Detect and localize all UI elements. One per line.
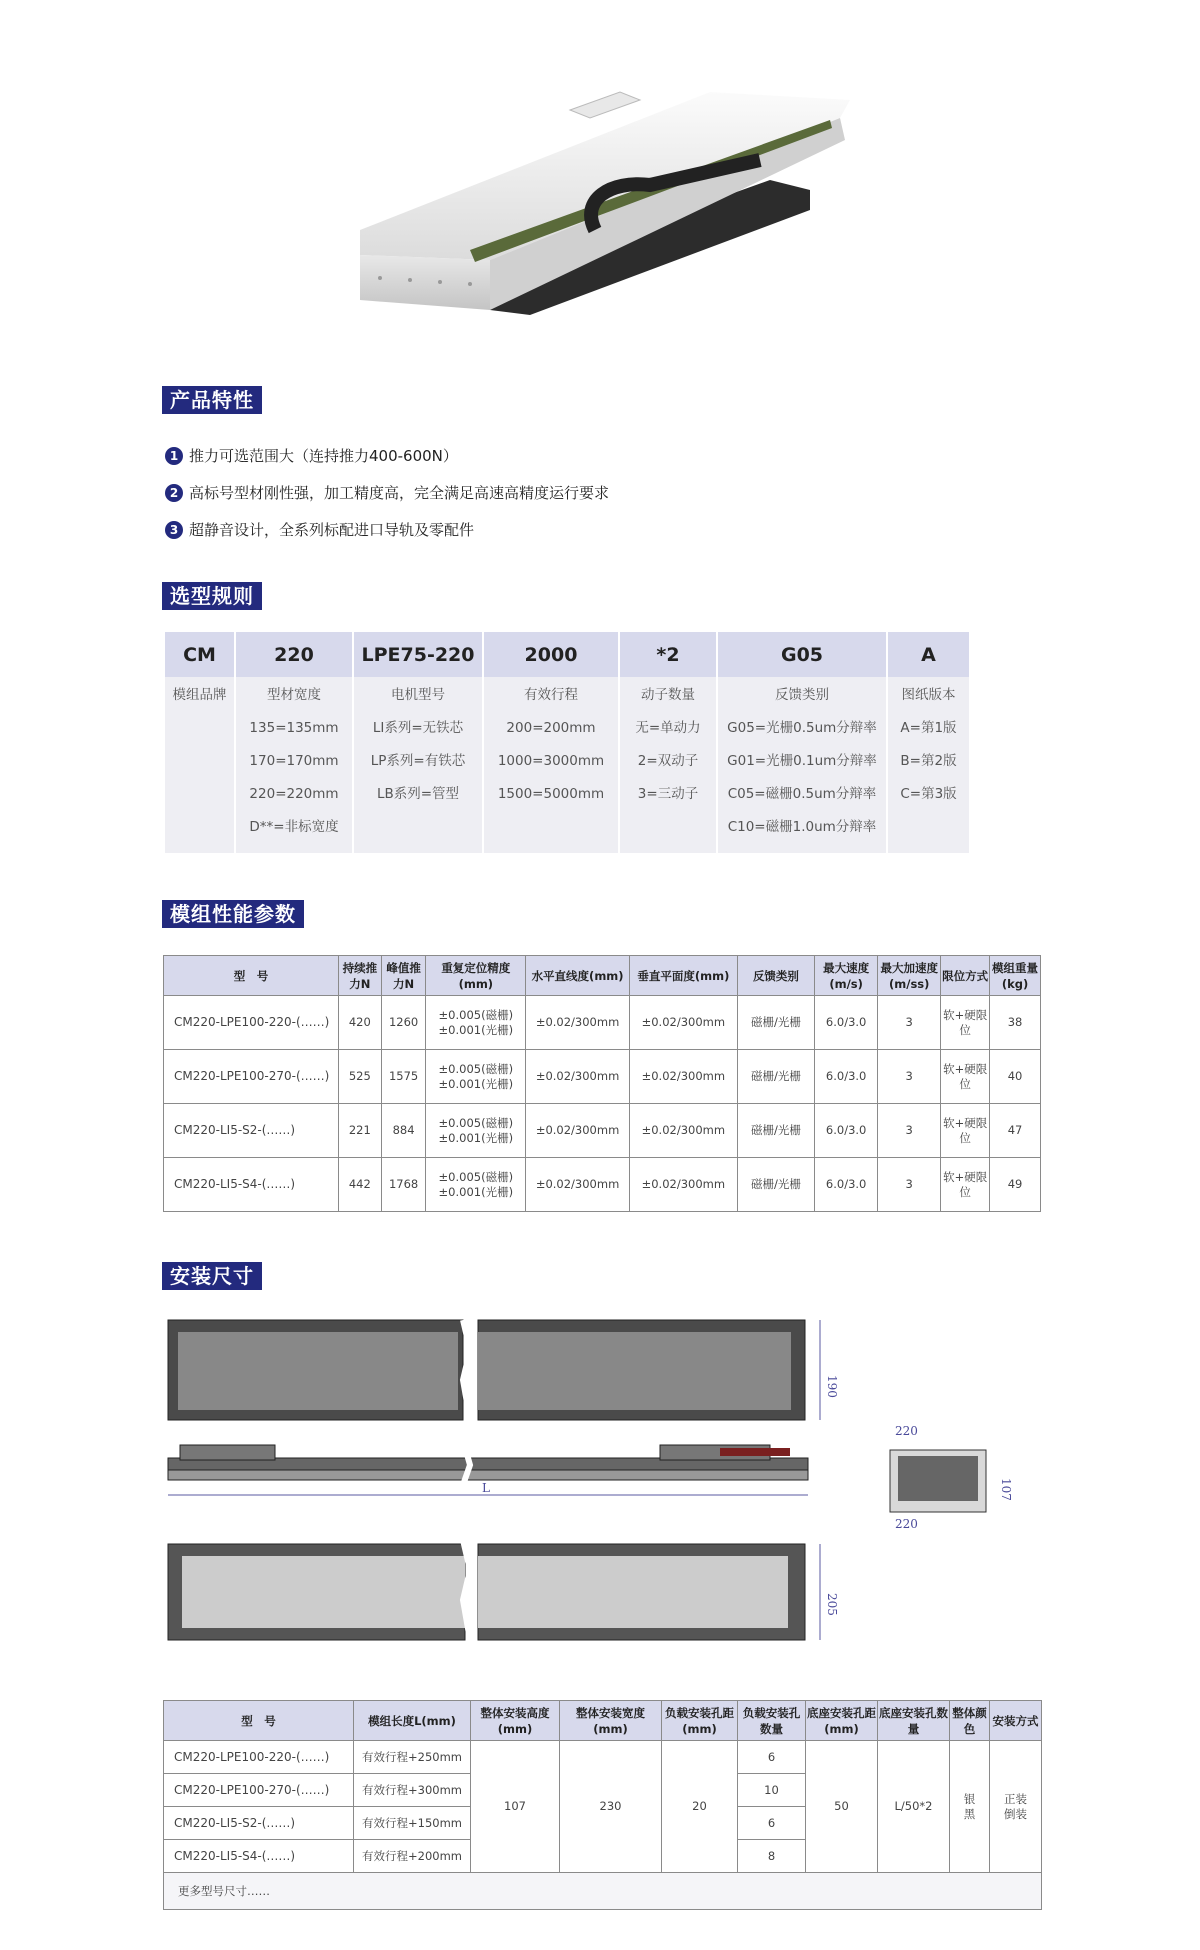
cell-mount: 正装倒装 — [990, 1741, 1042, 1873]
cell: 3 — [878, 1104, 941, 1158]
col-header: 持续推力N — [338, 956, 381, 996]
feature-text: 推力可选范围大（连持推力400-600N） — [189, 447, 458, 465]
table-row — [164, 996, 1041, 1050]
table-row — [164, 1741, 1042, 1774]
cell-base-holes: L/50*2 — [878, 1741, 950, 1873]
selection-option: LP系列=有铁芯 — [370, 753, 466, 769]
side-view — [168, 1440, 808, 1495]
cell: 442 — [338, 1158, 381, 1212]
feature-number-badge: 2 — [165, 484, 183, 502]
cell-height: 107 — [471, 1741, 560, 1873]
cell: 软+硬限位 — [941, 1158, 990, 1212]
cell: 磁栅/光栅 — [737, 1104, 814, 1158]
selection-column — [165, 632, 234, 853]
selection-code: LPE75-220 — [354, 632, 482, 677]
more-models-note: 更多型号尺寸…… — [164, 1873, 1042, 1910]
col-header: 反馈类别 — [737, 956, 814, 996]
cell-width: 230 — [560, 1741, 662, 1873]
selection-desc: 模组品牌 — [172, 687, 227, 703]
dim-190-label: 190 — [825, 1375, 839, 1398]
selection-option: G01=光栅0.1um分辩率 — [727, 753, 877, 769]
cell-model: CM220-LPE100-220-(……) — [164, 1741, 354, 1774]
cell-model: CM220-LPE100-270-(……) — [164, 1774, 354, 1807]
selection-option: 无=单动力 — [635, 720, 701, 736]
feature-item — [165, 511, 609, 548]
cell: 6.0/3.0 — [815, 996, 878, 1050]
selection-code: CM — [165, 632, 234, 677]
cell: 1575 — [381, 1050, 426, 1104]
cell: 软+硬限位 — [941, 1050, 990, 1104]
selection-column — [718, 632, 886, 853]
dim-220-bottom-label: 220 — [895, 1517, 918, 1531]
params-title: 模组性能参数 — [162, 900, 304, 928]
cell-model: CM220-LI5-S2-(……) — [164, 1104, 339, 1158]
selection-desc: 图纸版本 — [901, 687, 956, 703]
bottom-view — [168, 1540, 839, 1640]
feature-number-badge: 3 — [165, 521, 183, 539]
selection-option: 170=170mm — [249, 753, 339, 769]
table-row — [164, 1104, 1041, 1158]
selection-option: 135=135mm — [249, 720, 339, 736]
cell: ±0.02/300mm — [629, 1158, 737, 1212]
cell-model: CM220-LI5-S4-(……) — [164, 1840, 354, 1873]
selection-option: 3=三动子 — [637, 786, 699, 802]
dim-205-label: 205 — [825, 1593, 839, 1616]
cell: 3 — [878, 996, 941, 1050]
cell: 884 — [381, 1104, 426, 1158]
selection-rules-table — [165, 632, 969, 853]
cell: 3 — [878, 1158, 941, 1212]
col-header: 水平直线度(mm) — [526, 956, 630, 996]
cell: 1260 — [381, 996, 426, 1050]
col-header: 最大加速度(m/ss) — [878, 956, 941, 996]
selection-desc: 有效行程 — [524, 687, 578, 703]
selection-option: 1000=3000mm — [497, 753, 605, 769]
cell-model: CM220-LI5-S2-(……) — [164, 1807, 354, 1840]
selection-option: G05=光栅0.5um分辩率 — [727, 720, 877, 736]
cell: 磁栅/光栅 — [737, 996, 814, 1050]
selection-option: LB系列=管型 — [376, 786, 460, 802]
selection-option: C10=磁栅1.0um分辩率 — [727, 819, 877, 835]
cell: 3 — [878, 1050, 941, 1104]
selection-option: 1500=5000mm — [497, 786, 605, 802]
cell: 420 — [338, 996, 381, 1050]
cell: ±0.02/300mm — [629, 1050, 737, 1104]
top-view — [168, 1320, 839, 1420]
cell: 38 — [990, 996, 1041, 1050]
table-row — [164, 1050, 1041, 1104]
cell: 1768 — [381, 1158, 426, 1212]
col-header: 重复定位精度(mm) — [426, 956, 526, 996]
selection-column — [354, 632, 482, 853]
col-header: 底座安装孔数量 — [878, 1701, 950, 1741]
col-header: 负载安装孔数量 — [738, 1701, 806, 1741]
selection-desc: 反馈类别 — [775, 687, 829, 703]
cell: ±0.02/300mm — [526, 1050, 630, 1104]
install-title: 安装尺寸 — [162, 1262, 262, 1290]
dim-220-top-label: 220 — [895, 1424, 918, 1438]
cell-model: CM220-LPE100-270-(……) — [164, 1050, 339, 1104]
install-table — [163, 1700, 1042, 1910]
cell: 磁栅/光栅 — [737, 1050, 814, 1104]
col-header: 型 号 — [164, 956, 339, 996]
feature-item — [165, 437, 609, 474]
selection-code: A — [888, 632, 969, 677]
col-header: 整体安装宽度(mm) — [560, 1701, 662, 1741]
feature-number-badge: 1 — [165, 447, 183, 465]
cell-precision: ±0.005(磁栅) ±0.001(光栅) — [426, 1050, 526, 1104]
selection-option: B=第2版 — [900, 753, 957, 769]
selection-code: 2000 — [484, 632, 618, 677]
col-header: 限位方式 — [941, 956, 990, 996]
table-header-row — [164, 956, 1041, 996]
cell: 47 — [990, 1104, 1041, 1158]
cell: ±0.02/300mm — [629, 1104, 737, 1158]
product-image — [340, 70, 860, 360]
cell-model: CM220-LI5-S4-(……) — [164, 1158, 339, 1212]
selection-option: D**=非标宽度 — [249, 819, 339, 835]
selection-desc: 型材宽度 — [267, 687, 321, 703]
selection-column — [888, 632, 969, 853]
cell: 有效行程+150mm — [354, 1807, 471, 1840]
cell-precision: ±0.005(磁栅) ±0.001(光栅) — [426, 1104, 526, 1158]
feature-text: 超静音设计，全系列标配进口导轨及零配件 — [189, 521, 475, 539]
selection-desc: 动子数量 — [641, 687, 695, 703]
cell: ±0.02/300mm — [526, 1158, 630, 1212]
selection-desc: 电机型号 — [391, 687, 445, 703]
col-header: 底座安装孔距(mm) — [806, 1701, 878, 1741]
selection-column — [484, 632, 618, 853]
cell-model: CM220-LPE100-220-(……) — [164, 996, 339, 1050]
cell: 有效行程+250mm — [354, 1741, 471, 1774]
cell: ±0.02/300mm — [629, 996, 737, 1050]
dim-L-label: L — [482, 1481, 490, 1495]
cell: 221 — [338, 1104, 381, 1158]
feature-text: 高标号型材刚性强，加工精度高，完全满足高速高精度运行要求 — [189, 484, 610, 502]
selection-title: 选型规则 — [162, 582, 262, 610]
cell-precision: ±0.005(磁栅) ±0.001(光栅) — [426, 996, 526, 1050]
selection-option: 2=双动子 — [637, 753, 699, 769]
table-row — [164, 1873, 1042, 1910]
cell-base-pitch: 50 — [806, 1741, 878, 1873]
cell: 6.0/3.0 — [815, 1158, 878, 1212]
col-header: 峰值推力N — [381, 956, 426, 996]
selection-option: C=第3版 — [900, 786, 957, 802]
cell: 10 — [738, 1774, 806, 1807]
selection-option: LI系列=无铁芯 — [372, 720, 464, 736]
dim-107-label: 107 — [999, 1478, 1013, 1501]
selection-option: A=第1版 — [900, 720, 957, 736]
col-header: 安装方式 — [990, 1701, 1042, 1741]
col-header: 垂直平面度(mm) — [629, 956, 737, 996]
cell-precision: ±0.005(磁栅) ±0.001(光栅) — [426, 1158, 526, 1212]
selection-code: G05 — [718, 632, 886, 677]
col-header: 模组长度L(mm) — [354, 1701, 471, 1741]
col-header: 模组重量 (kg) — [990, 956, 1041, 996]
cell: 40 — [990, 1050, 1041, 1104]
performance-table — [163, 955, 1041, 1212]
features-title: 产品特性 — [162, 386, 262, 414]
selection-column — [620, 632, 716, 853]
selection-option: 200=200mm — [506, 720, 596, 736]
cell: 525 — [338, 1050, 381, 1104]
feature-list — [165, 437, 609, 548]
cell: ±0.02/300mm — [526, 1104, 630, 1158]
selection-column — [236, 632, 352, 853]
cell: 软+硬限位 — [941, 996, 990, 1050]
cell: 49 — [990, 1158, 1041, 1212]
selection-option: 220=220mm — [249, 786, 339, 802]
cell: ±0.02/300mm — [526, 996, 630, 1050]
table-row — [164, 1158, 1041, 1212]
cell: 6 — [738, 1741, 806, 1774]
cell: 8 — [738, 1840, 806, 1873]
col-header: 最大速度 (m/s) — [815, 956, 878, 996]
cell: 6 — [738, 1807, 806, 1840]
cell: 6.0/3.0 — [815, 1104, 878, 1158]
cell: 有效行程+300mm — [354, 1774, 471, 1807]
cell: 有效行程+200mm — [354, 1840, 471, 1873]
cell-load-pitch: 20 — [662, 1741, 738, 1873]
cell: 6.0/3.0 — [815, 1050, 878, 1104]
col-header: 整体颜色 — [950, 1701, 990, 1741]
selection-code: *2 — [620, 632, 716, 677]
selection-code: 220 — [236, 632, 352, 677]
col-header: 整体安装高度(mm) — [471, 1701, 560, 1741]
cell: 磁栅/光栅 — [737, 1158, 814, 1212]
cell: 软+硬限位 — [941, 1104, 990, 1158]
table-header-row — [164, 1701, 1042, 1741]
feature-item — [165, 474, 609, 511]
cell-color: 银黑 — [950, 1741, 990, 1873]
selection-option: C05=磁栅0.5um分辩率 — [727, 786, 877, 802]
end-view — [890, 1424, 1013, 1531]
col-header: 负载安装孔距(mm) — [662, 1701, 738, 1741]
install-drawing — [160, 1310, 1060, 1670]
col-header: 型 号 — [164, 1701, 354, 1741]
